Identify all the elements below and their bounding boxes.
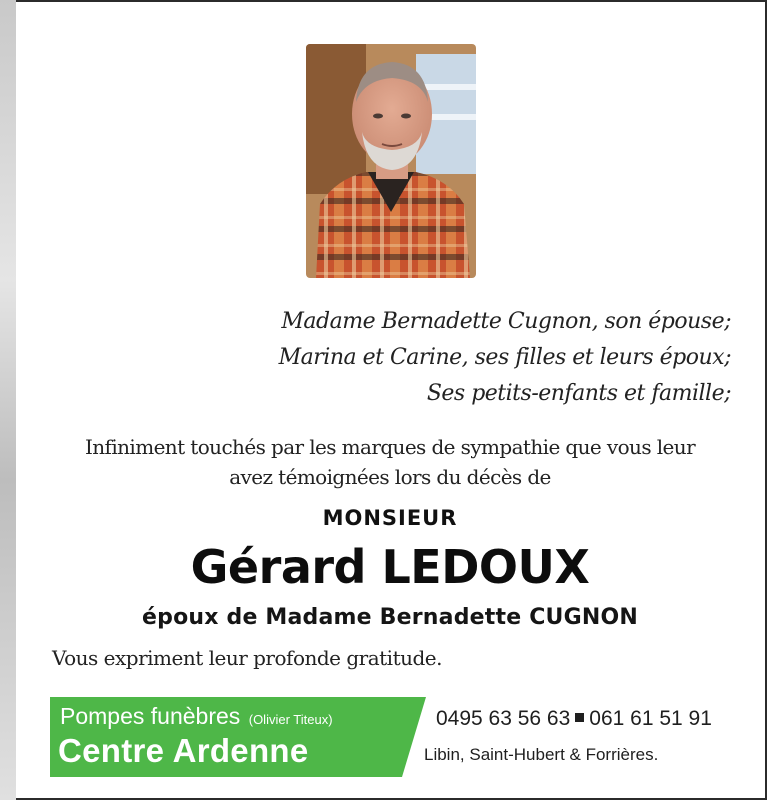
funeral-home-banner	[50, 697, 732, 777]
square-separator-icon	[575, 713, 584, 722]
portrait-photo	[306, 44, 476, 278]
banner-service: Pompes funèbres	[60, 703, 241, 729]
honorific: MONSIEUR	[322, 506, 458, 530]
intro-text	[40, 432, 740, 492]
family-list	[91, 304, 731, 412]
frame-top-border	[16, 0, 767, 2]
banner-service-line	[60, 703, 333, 730]
banner-phones	[436, 707, 712, 731]
banner-owner: (Olivier Titeux)	[248, 712, 333, 727]
family-line: Madame Bernadette Cugnon, son épouse;	[281, 309, 731, 334]
banner-phone-2: 061 61 51 91	[589, 707, 712, 730]
banner-phone-1: 0495 63 56 63	[436, 707, 571, 730]
deceased-name: Gérard LEDOUX	[190, 540, 590, 594]
banner-locations: Libin, Saint-Hubert & Forrières.	[424, 745, 659, 764]
banner-company: Centre Ardenne	[58, 732, 309, 769]
family-line: Ses petits-enfants et famille;	[426, 381, 731, 406]
intro-line: avez témoignées lors du décès de	[229, 465, 551, 489]
intro-line: Infiniment touchés par les marques de sympathie que vous leur	[84, 435, 696, 459]
spouse-line: époux de Madame Bernadette CUGNON	[142, 605, 638, 630]
frame-left-border	[0, 0, 16, 800]
family-line: Marina et Carine, ses filles et leurs époux;	[278, 345, 731, 370]
closing-text: Vous expriment leur profonde gratitude.	[52, 646, 442, 670]
